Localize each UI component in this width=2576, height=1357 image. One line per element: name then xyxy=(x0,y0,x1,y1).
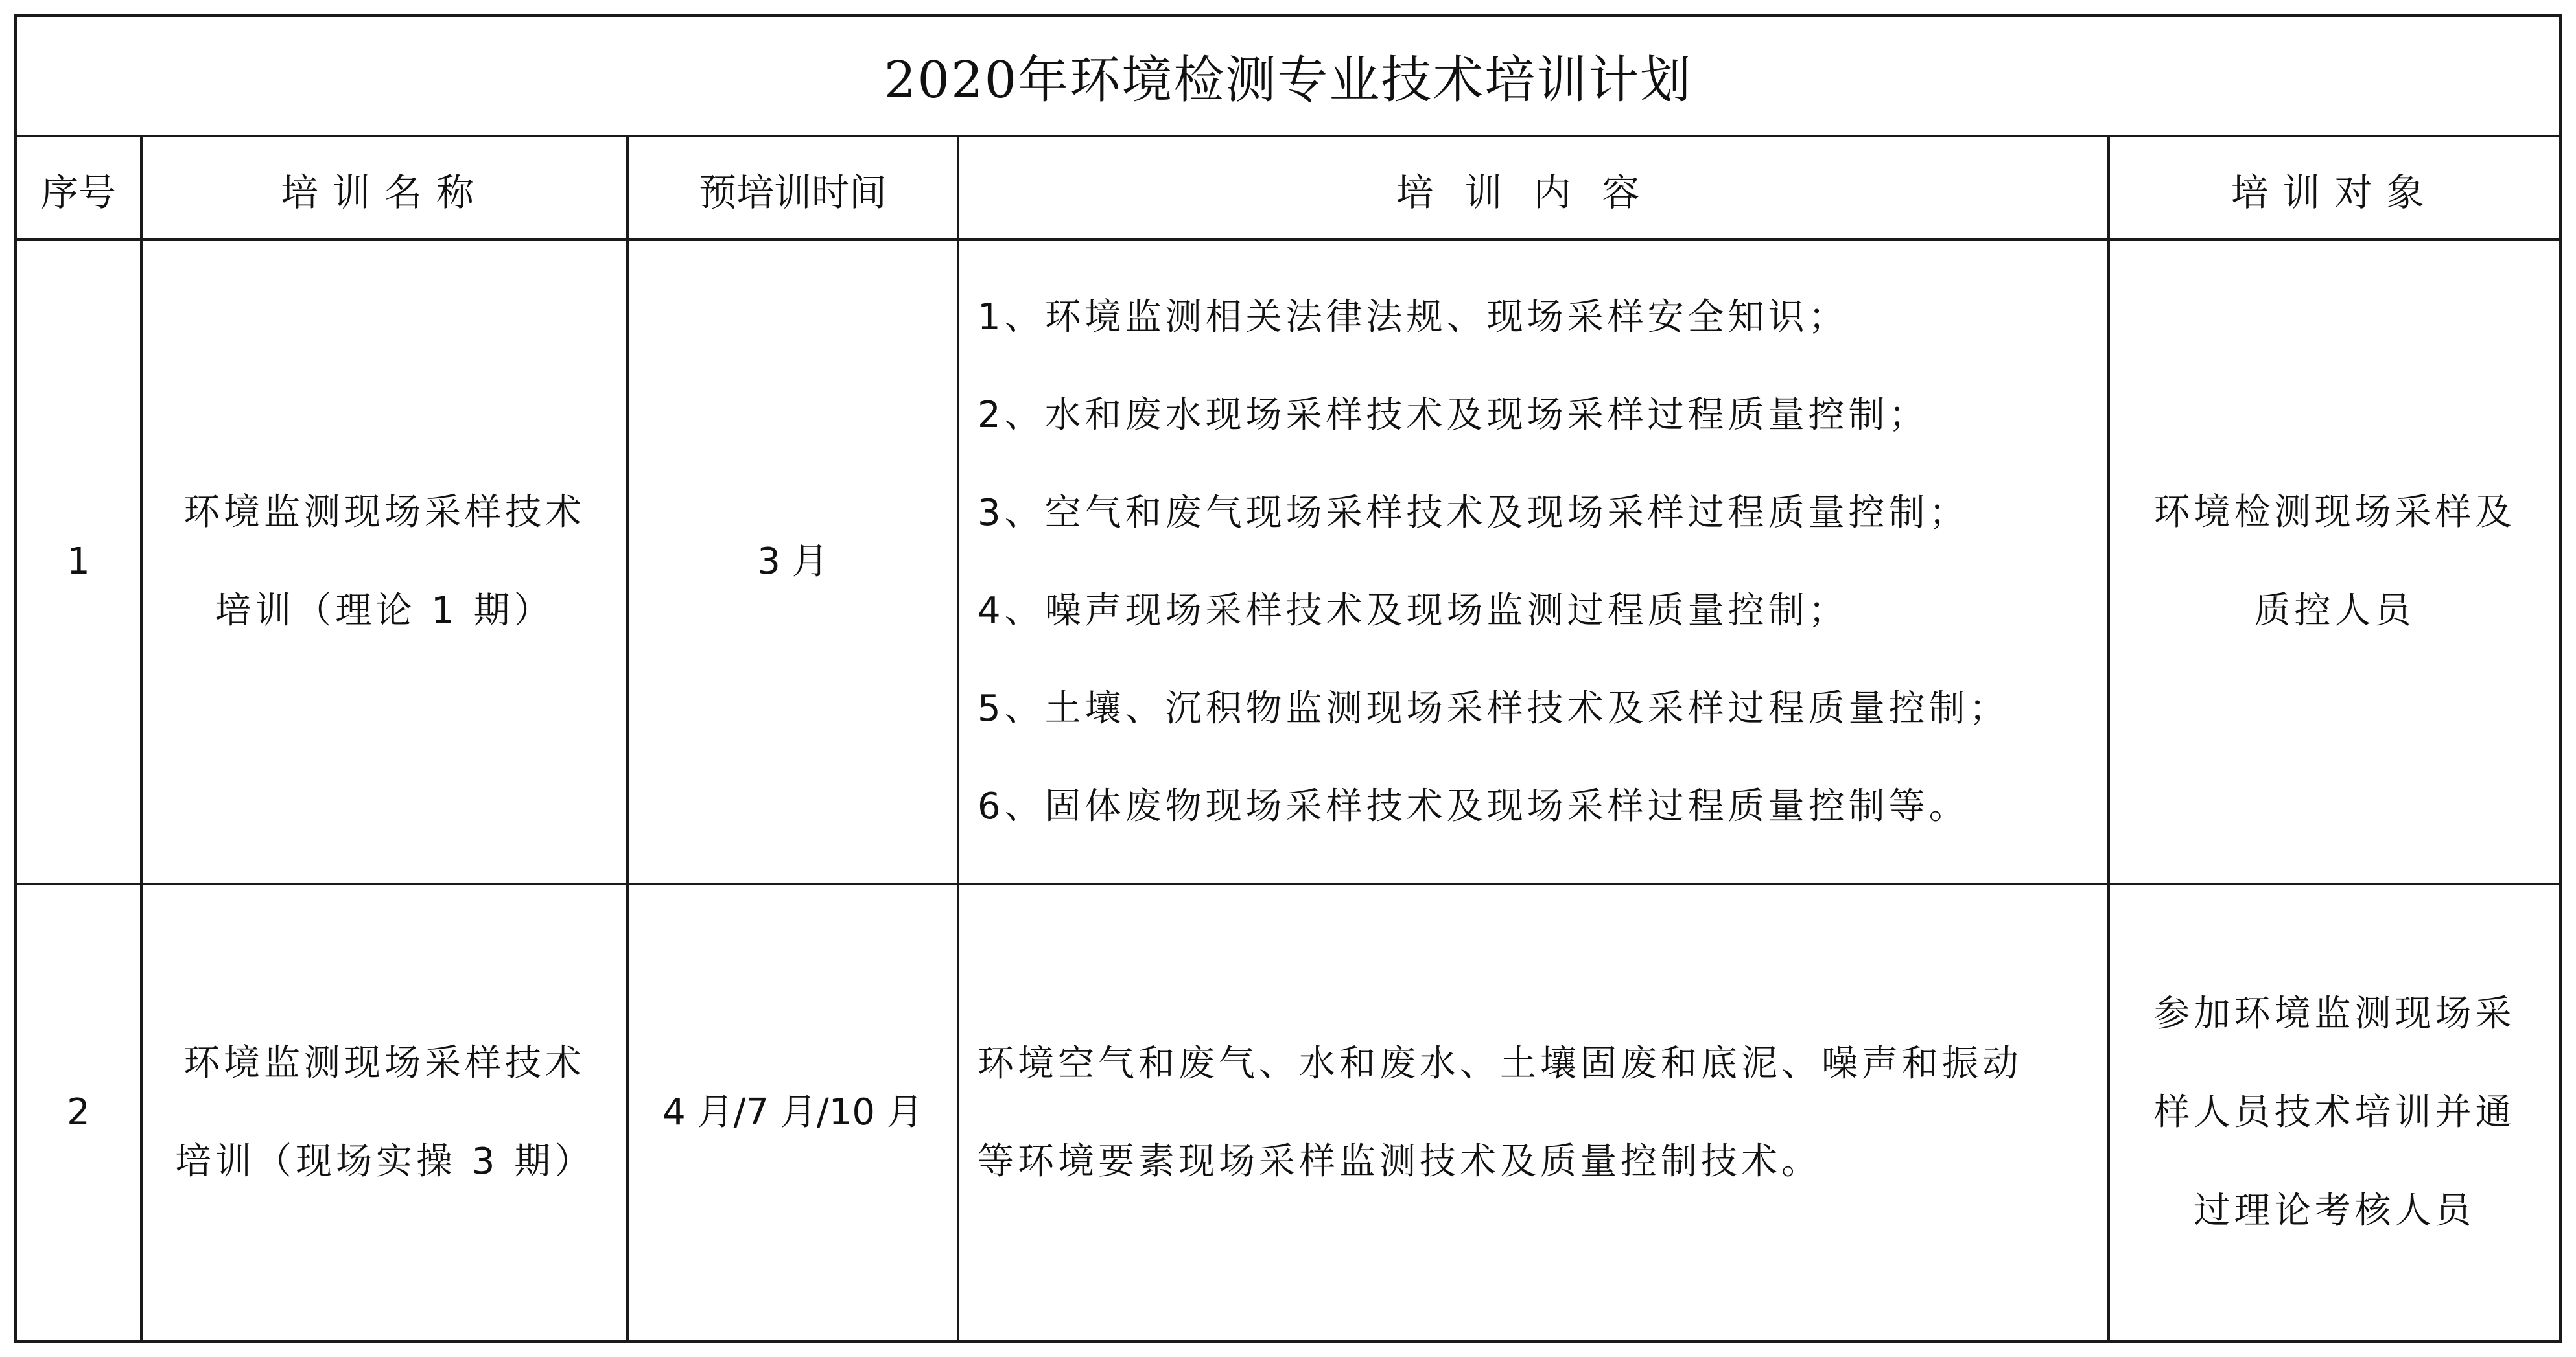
header-content xyxy=(959,140,2107,238)
training-plan-table xyxy=(14,14,2562,1343)
table-title-row xyxy=(17,17,2559,137)
row-1-name-line-1: 环境监测现场采样技术 xyxy=(183,491,585,533)
table-row-2-time xyxy=(629,885,957,1340)
row-2-content-line-2: 等环境要素现场采样监测技术及质量控制技术。 xyxy=(978,1141,1821,1183)
header-time xyxy=(629,140,957,238)
table-row-2-seq xyxy=(17,885,140,1340)
header-target xyxy=(2110,140,2559,238)
row-1-content-item: 1、环境监测相关法律法规、现场采样安全知识； xyxy=(978,296,1849,338)
row-2-target-line-2: 样人员技术培训并通 xyxy=(2153,1091,2516,1133)
table-row-1-target xyxy=(2110,241,2559,883)
row-1-target-line-2: 质控人员 xyxy=(2254,590,2415,632)
row-2-target-line-3: 过理论考核人员 xyxy=(2194,1190,2476,1232)
header-seq-label: 序号 xyxy=(40,170,116,215)
table-row-1-time xyxy=(629,241,957,883)
row-1-content-item: 6、固体废物现场采样技术及现场采样过程质量控制等。 xyxy=(978,785,1969,828)
header-name-label: 培训名称 xyxy=(280,170,488,215)
table-row-1-content xyxy=(959,241,2107,883)
header-name xyxy=(143,140,626,238)
row-2-name-line-1: 环境监测现场采样技术 xyxy=(183,1042,585,1084)
header-content-label: 培训内容 xyxy=(1396,170,1671,215)
row-1-seq-value: 1 xyxy=(67,540,90,583)
row-1-content-item: 5、土壤、沉积物监测现场采样技术及采样过程质量控制； xyxy=(978,688,2009,730)
table-row-1-seq xyxy=(17,241,140,883)
table-title: 2020年环境检测专业技术培训计划 xyxy=(884,51,1692,110)
header-seq xyxy=(17,140,140,238)
header-target-label: 培训对象 xyxy=(2231,170,2439,215)
row-1-content-item: 2、水和废水现场采样技术及现场采样过程质量控制； xyxy=(978,394,1929,436)
row-2-seq-value: 2 xyxy=(67,1091,90,1133)
row-2-target-line-1: 参加环境监测现场采 xyxy=(2153,993,2516,1035)
row-2-name-line-2: 培训（现场实操 3 期） xyxy=(175,1141,595,1183)
row-1-target-line-1: 环境检测现场采样及 xyxy=(2153,491,2516,533)
row-1-content-item: 3、空气和废气现场采样技术及现场采样过程质量控制； xyxy=(978,492,1969,534)
table-row-2-content xyxy=(959,885,2107,1340)
header-time-label: 预培训时间 xyxy=(698,170,887,215)
row-1-name-line-2: 培训（理论 1 期） xyxy=(215,590,554,632)
table-row-1-name xyxy=(143,241,626,883)
table-row-2-name xyxy=(143,885,626,1340)
row-1-content-item: 4、噪声现场采样技术及现场监测过程质量控制； xyxy=(978,590,1849,632)
row-2-time-value: 4 月/7 月/10 月 xyxy=(662,1091,923,1133)
row-2-content-line-1: 环境空气和废气、水和废水、土壤固废和底泥、噪声和振动 xyxy=(978,1043,2022,1085)
table-row-2-target xyxy=(2110,885,2559,1340)
row-1-time-value: 3 月 xyxy=(757,540,828,583)
